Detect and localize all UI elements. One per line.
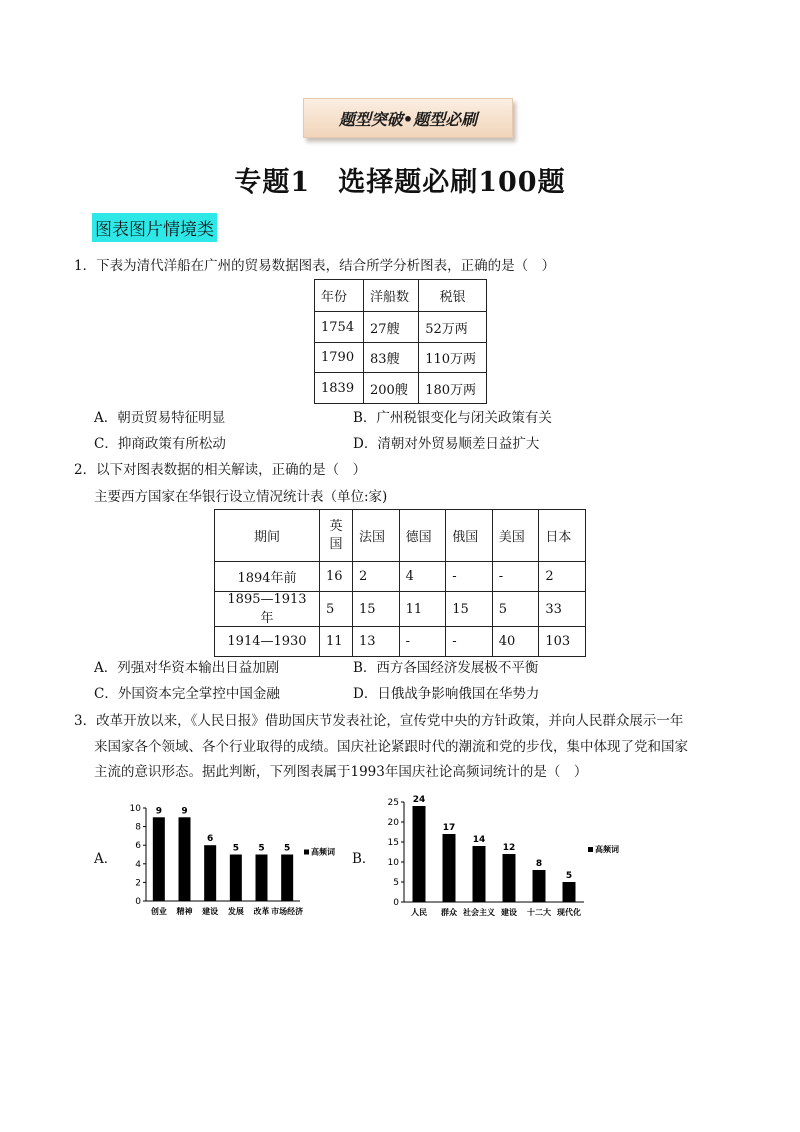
legend-swatch bbox=[304, 850, 309, 855]
q1-option-b[interactable]: B．广州税银变化与闭关政策有关 bbox=[353, 410, 552, 426]
table-cell: 83艘 bbox=[363, 343, 418, 373]
table-cell: - bbox=[446, 627, 493, 657]
x-tick-label: 人民 bbox=[411, 908, 427, 917]
bar-value-label: 5 bbox=[258, 843, 265, 854]
page-title: 专题1 选择题必刷100题 bbox=[234, 167, 566, 198]
table-header-cell: 日本 bbox=[539, 510, 586, 562]
table-cell: 180万两 bbox=[419, 373, 487, 404]
table-cell: 1894年前 bbox=[215, 562, 320, 592]
bar bbox=[413, 806, 426, 902]
table-cell: 2 bbox=[539, 562, 586, 592]
table-cell: 200艘 bbox=[363, 373, 418, 404]
table-cell: 1754 bbox=[315, 312, 364, 343]
table-header-row bbox=[215, 510, 586, 562]
bar-value-label: 9 bbox=[155, 806, 162, 817]
q2-option-a[interactable]: A．列强对华资本输出日益加剧 bbox=[94, 660, 280, 676]
table-row bbox=[315, 312, 487, 343]
table-cell: 1839 bbox=[315, 373, 364, 404]
table-cell: 5 bbox=[320, 592, 353, 627]
q2-stem: 2．以下对图表数据的相关解读，正确的是（ ） bbox=[74, 462, 367, 478]
y-tick-label: 0 bbox=[135, 897, 141, 907]
table-cell: 1895—1913年 bbox=[215, 592, 320, 627]
q2-table bbox=[214, 509, 586, 657]
y-tick-label: 10 bbox=[387, 858, 399, 868]
table-header-row bbox=[315, 280, 487, 312]
bar-value-label: 5 bbox=[284, 843, 291, 854]
table-cell: 13 bbox=[353, 627, 400, 657]
x-tick-label: 发展 bbox=[227, 907, 244, 916]
q1-option-a[interactable]: A．朝贡贸易特征明显 bbox=[94, 410, 226, 426]
x-tick-label: 十二大 bbox=[527, 908, 551, 917]
table-cell: 40 bbox=[492, 627, 539, 657]
table-cell: 110万两 bbox=[419, 343, 487, 373]
q3-option-b[interactable]: B． bbox=[352, 851, 376, 867]
y-tick-label: 8 bbox=[135, 822, 141, 833]
table-cell: 15 bbox=[353, 592, 400, 627]
table-header-cell: 德国 bbox=[399, 510, 446, 562]
bar bbox=[256, 855, 268, 902]
bar bbox=[230, 855, 242, 902]
table-cell: 52万两 bbox=[419, 312, 487, 343]
table-row bbox=[315, 343, 487, 373]
table-cell: 15 bbox=[446, 592, 493, 627]
y-tick-label: 5 bbox=[393, 878, 399, 888]
legend-label: 高频词 bbox=[595, 845, 619, 854]
q1-option-d[interactable]: D．清朝对外贸易顺差日益扩大 bbox=[353, 436, 540, 452]
table-row bbox=[215, 627, 586, 657]
q2-option-c[interactable]: C．外国资本完全掌控中国金融 bbox=[94, 686, 280, 702]
q3-stem-line-3: 主流的意识形态。据此判断，下列图表属于1993年国庆社论高频词统计的是（ ） bbox=[94, 764, 588, 780]
bar bbox=[503, 854, 516, 902]
q3-stem-line-2: 来国家各个领域、各个行业取得的成绩。国庆社论紧跟时代的潮流和党的步伐，集中体现了党和国家 bbox=[94, 739, 688, 755]
table-cell: 2 bbox=[353, 562, 400, 592]
bar-value-label: 12 bbox=[502, 843, 516, 853]
table-header-cell: 年份 bbox=[315, 280, 364, 312]
y-tick-label: 4 bbox=[135, 859, 141, 870]
chart-b bbox=[368, 790, 658, 925]
bar-value-label: 17 bbox=[442, 823, 456, 833]
y-tick-label: 0 bbox=[393, 898, 399, 908]
table-row bbox=[215, 592, 586, 627]
table-cell: 27艘 bbox=[363, 312, 418, 343]
bar bbox=[204, 845, 216, 901]
q2-caption: 主要西方国家在华银行设立情况统计表（单位:家) bbox=[94, 489, 388, 505]
q3-stem-line-1: 3．改革开放以来，《人民日报》借助国庆节发表社论，宣传党中央的方针政策，并向人民群众展示一年 bbox=[74, 713, 684, 729]
table-header-cell: 法国 bbox=[353, 510, 400, 562]
y-tick-label: 20 bbox=[387, 818, 399, 828]
y-tick-label: 6 bbox=[135, 841, 141, 852]
bar bbox=[443, 834, 456, 902]
table-cell: 103 bbox=[539, 627, 586, 657]
chart-a bbox=[114, 798, 344, 923]
q1-stem: 1．下表为清代洋船在广州的贸易数据图表，结合所学分析图表，正确的是（ ） bbox=[74, 258, 556, 274]
legend-label: 高频词 bbox=[311, 847, 335, 857]
bar-value-label: 5 bbox=[565, 871, 573, 881]
table-row bbox=[215, 562, 586, 592]
bar bbox=[281, 855, 293, 902]
x-tick-label: 建设 bbox=[501, 908, 517, 917]
bar bbox=[533, 870, 546, 902]
header-banner: 题型突破•题型必刷 bbox=[303, 98, 513, 138]
x-tick-label: 创业 bbox=[150, 907, 167, 916]
table-cell: 4 bbox=[399, 562, 446, 592]
table-header-cell: 俄国 bbox=[446, 510, 493, 562]
x-tick-label: 精神 bbox=[176, 907, 193, 916]
table-cell: 16 bbox=[320, 562, 353, 592]
x-tick-label: 改革 bbox=[253, 907, 270, 916]
y-tick-label: 10 bbox=[129, 804, 141, 814]
table-cell: - bbox=[446, 562, 493, 592]
bar-value-label: 6 bbox=[207, 834, 214, 845]
table-cell: 1790 bbox=[315, 343, 364, 373]
y-tick-label: 15 bbox=[387, 838, 399, 848]
bar-value-label: 24 bbox=[412, 795, 426, 805]
table-cell: 11 bbox=[320, 627, 353, 657]
bar-value-label: 8 bbox=[535, 859, 543, 869]
table-row bbox=[315, 373, 487, 404]
table-cell: - bbox=[399, 627, 446, 657]
bar-value-label: 5 bbox=[232, 843, 239, 854]
table-cell: 11 bbox=[399, 592, 446, 627]
x-tick-label: 市场经济 bbox=[271, 907, 304, 916]
table-cell: 5 bbox=[492, 592, 539, 627]
table-header-cell: 美国 bbox=[492, 510, 539, 562]
q3-option-a[interactable]: A． bbox=[94, 851, 118, 867]
x-tick-label: 社会主义 bbox=[463, 908, 495, 917]
section-tag: 图表图片情境类 bbox=[92, 213, 217, 242]
legend-swatch bbox=[588, 847, 593, 852]
table-header-cell: 洋船数 bbox=[363, 280, 418, 312]
table-cell: - bbox=[492, 562, 539, 592]
table-header-cell: 英 国 bbox=[320, 510, 353, 562]
table-header-cell: 税银 bbox=[419, 280, 487, 312]
y-tick-label: 25 bbox=[387, 798, 399, 808]
bar bbox=[153, 817, 165, 901]
q1-option-c[interactable]: C．抑商政策有所松动 bbox=[94, 436, 226, 452]
y-tick-label: 2 bbox=[135, 878, 141, 889]
x-tick-label: 现代化 bbox=[557, 908, 581, 917]
bar bbox=[473, 846, 486, 902]
bar bbox=[179, 817, 191, 901]
table-cell: 33 bbox=[539, 592, 586, 627]
bar bbox=[563, 882, 576, 902]
q2-option-b[interactable]: B．西方各国经济发展极不平衡 bbox=[353, 660, 539, 676]
x-tick-label: 群众 bbox=[441, 908, 457, 917]
bar-value-label: 14 bbox=[472, 835, 486, 845]
q2-option-d[interactable]: D．日俄战争影响俄国在华势力 bbox=[353, 686, 540, 702]
table-header-cell: 期间 bbox=[215, 510, 320, 562]
table-cell: 1914—1930 bbox=[215, 627, 320, 657]
bar-value-label: 9 bbox=[181, 806, 188, 817]
x-tick-label: 建设 bbox=[202, 907, 219, 916]
q1-table bbox=[314, 279, 487, 404]
